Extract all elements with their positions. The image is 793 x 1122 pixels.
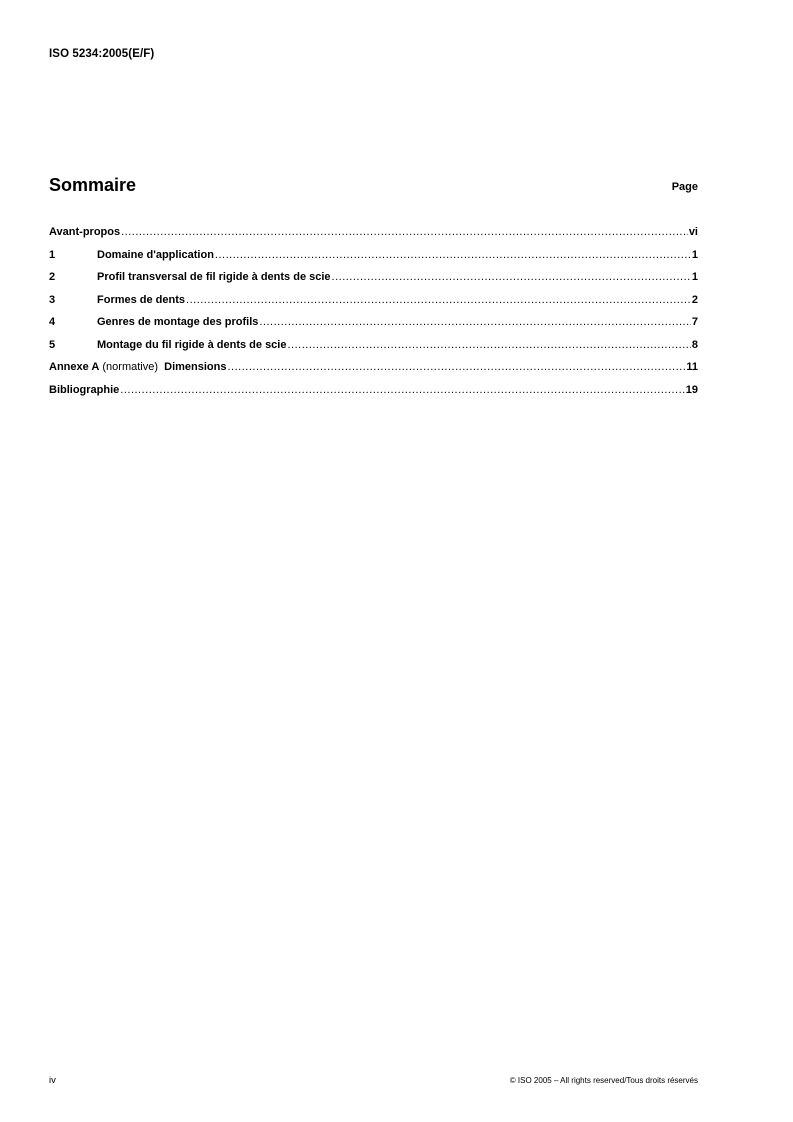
toc-entry-label: Domaine d'application [97, 248, 214, 261]
toc-entry-label: Profil transversal de fil rigide à dents de scie [97, 271, 331, 283]
footer-page-number: iv [49, 1075, 56, 1086]
toc-leader-dots [228, 361, 686, 373]
toc-leader-dots [259, 316, 691, 328]
toc-entry-tooth-forms[interactable] [49, 294, 698, 317]
toc-title: Sommaire [49, 175, 137, 195]
toc-entry-label: Formes de dents [97, 293, 186, 306]
toc-entry-mounting[interactable] [49, 339, 698, 362]
toc-entry-foreword[interactable] [49, 226, 698, 249]
toc-entry-page: 11 [686, 361, 698, 373]
toc-leader-dots [215, 249, 691, 261]
toc-entry-scope[interactable] [49, 249, 698, 272]
toc-leader-dots [121, 226, 688, 238]
toc-entry-number: 2 [49, 271, 56, 283]
toc-entry-label: Avant-propos [49, 226, 121, 238]
toc-entry-cross-section[interactable] [49, 271, 698, 294]
toc-entry-number: 5 [49, 338, 56, 351]
footer-copyright: © ISO 2005 – All rights reserved/Tous droits réservés [509, 1076, 698, 1085]
toc-entry-label [49, 361, 227, 373]
toc-list [49, 226, 698, 406]
toc-entry-number: 4 [49, 316, 56, 328]
toc-entry-page: vi [688, 226, 698, 238]
annex-label: Annexe A [49, 361, 100, 373]
toc-entry-page: 7 [691, 316, 698, 328]
toc-entry-bibliography[interactable] [49, 384, 698, 407]
toc-entry-label: Genres de montage des profils [97, 316, 259, 328]
toc-leader-dots [287, 339, 690, 351]
toc-entry-number: 3 [49, 293, 56, 306]
toc-entry-number: 1 [49, 248, 56, 261]
annex-title: Dimensions [164, 361, 227, 373]
toc-entry-page: 2 [691, 293, 698, 306]
document-id: ISO 5234:2005(E/F) [49, 48, 155, 60]
toc-entry-label: Bibliographie [49, 383, 120, 396]
toc-entry-page: 8 [691, 338, 698, 351]
annex-normative-note: (normative) [99, 361, 159, 373]
toc-entry-label: Montage du fil rigide à dents de scie [97, 338, 287, 351]
toc-entry-page: 1 [691, 248, 698, 261]
toc-heading [49, 175, 698, 199]
toc-entry-page: 19 [685, 383, 698, 396]
toc-page-column-label: Page [671, 181, 698, 193]
toc-leader-dots [332, 271, 691, 283]
toc-entry-page: 1 [691, 271, 698, 283]
toc-entry-mounting-types[interactable] [49, 316, 698, 339]
toc-leader-dots [120, 384, 684, 396]
toc-entry-annex-a[interactable] [49, 361, 698, 384]
toc-leader-dots [186, 294, 691, 306]
